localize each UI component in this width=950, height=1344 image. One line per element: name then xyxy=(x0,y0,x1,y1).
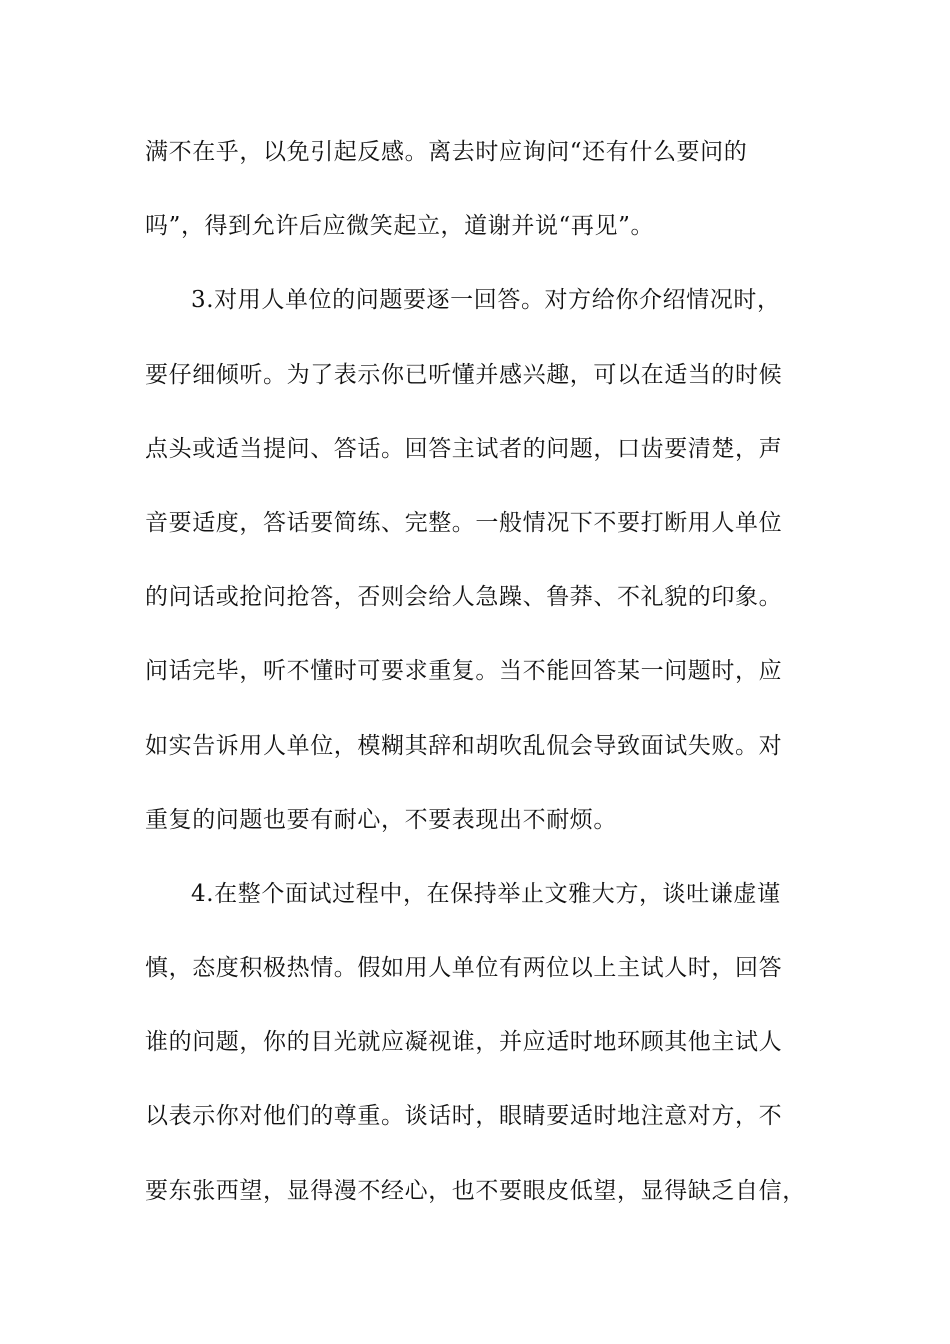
text-line: 以表示你对他们的尊重。谈话时，眼睛要适时地注意对方，不 xyxy=(145,1103,783,1130)
text-line: 音要适度，答话要简练、完整。一般情况下不要打断用人单位 xyxy=(145,509,783,536)
text-line: 谁的问题，你的目光就应凝视谁，并应适时地环顾其他主试人 xyxy=(145,1029,783,1056)
text-line: 3.对用人单位的问题要逐一回答。对方给你介绍情况时， xyxy=(191,287,781,314)
text-line: 如实告诉用人单位，模糊其辞和胡吹乱侃会导致面试失败。对 xyxy=(145,732,783,759)
text-line: 慎，态度积极热情。假如用人单位有两位以上主试人时，回答 xyxy=(145,955,783,982)
text-line: 点头或适当提问、答话。回答主试者的问题，口齿要清楚，声 xyxy=(145,435,783,462)
text-line: 重复的问题也要有耐心，不要表现出不耐烦。 xyxy=(145,806,617,833)
body-text xyxy=(145,125,810,1238)
text-line: 满不在乎，以免引起反感。离去时应询问“还有什么要问的 xyxy=(145,139,748,165)
text-line: 吗”，得到允许后应微笑起立，道谢并说“再见”。 xyxy=(145,213,655,240)
text-line: 的问话或抢问抢答，否则会给人急躁、鲁莽、不礼貌的印象。 xyxy=(145,584,783,611)
text-line: 要仔细倾听。为了表示你已听懂并感兴趣，可以在适当的时候 xyxy=(145,361,783,388)
text-line: 4.在整个面试过程中，在保持举止文雅大方，谈吐谦虚谨 xyxy=(191,880,781,907)
text-line: 问话完毕，听不懂时可要求重复。当不能回答某一问题时，应 xyxy=(145,658,783,685)
text-line: 要东张西望，显得漫不经心，也不要眼皮低望，显得缺乏自信， xyxy=(145,1177,806,1204)
